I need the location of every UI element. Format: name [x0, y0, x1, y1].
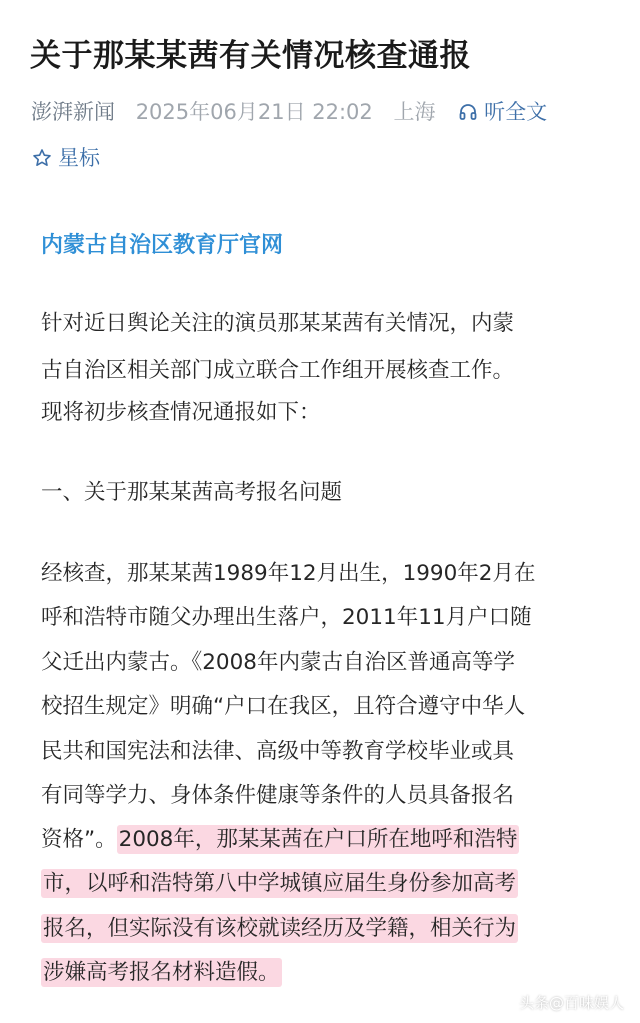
- intro-line-1: 针对近日舆论关注的演员那某某茜有关情况，内蒙: [41, 311, 515, 336]
- publish-date: 2025年06月21日 22:02: [135, 100, 373, 124]
- star-label: 星标: [58, 146, 100, 170]
- highlight-line-1: [41, 873, 518, 895]
- detail-line-1: 经核查，那某某茜1989年12月出生，1990年2月在: [41, 561, 536, 586]
- article-title: 关于那某某茜有关情况核查通报: [30, 38, 471, 74]
- detail-line-7: [41, 829, 519, 851]
- star-icon: [32, 148, 52, 168]
- intro-line-3: 现将初步核查情况通报如下：: [41, 400, 321, 425]
- detail-line-2: 呼和浩特市随父办理出生落户，2011年11月户口随: [41, 605, 532, 630]
- highlight-line-2: [41, 918, 518, 940]
- detail-line-6: 有同等学力、身体条件健康等条件的人员具备报名: [41, 783, 515, 808]
- highlighted-text: 2008年，那某某茜在户口所在地呼和浩特: [118, 827, 518, 852]
- listen-button[interactable]: [458, 100, 547, 124]
- article-meta: [31, 96, 547, 126]
- star-button[interactable]: [32, 142, 100, 172]
- section-heading: 一、关于那某某茜高考报名问题: [41, 480, 343, 505]
- watermark: 头条@百味娱人: [518, 994, 624, 1012]
- intro-line-2: 古自治区相关部门成立联合工作组开展核查工作。: [41, 358, 515, 383]
- detail-line-4: 校招生规定》明确“户口在我区，且符合遵守中华人: [41, 694, 526, 719]
- highlighted-text: 涉嫌高考报名材料造假。: [43, 960, 280, 985]
- highlighted-text: 市，以呼和浩特第八中学城镇应届生身份参加高考: [43, 871, 517, 896]
- publish-location: 上海: [393, 100, 436, 124]
- highlighted-text: 报名，但实际没有该校就读经历及学籍，相关行为: [43, 916, 517, 941]
- detail-line-5: 民共和国宪法和法律、高级中等教育学校毕业或具: [41, 739, 515, 764]
- highlight-line-3: [41, 962, 282, 984]
- org-name: 内蒙古自治区教育厅官网: [41, 233, 284, 258]
- line7-plain: 资格”。: [41, 827, 117, 852]
- headphones-icon: [458, 102, 478, 122]
- source-link[interactable]: 澎湃新闻: [31, 100, 115, 124]
- listen-label: 听全文: [484, 100, 548, 124]
- detail-line-3: 父迁出内蒙古。《2008年内蒙古自治区普通高等学: [41, 650, 515, 675]
